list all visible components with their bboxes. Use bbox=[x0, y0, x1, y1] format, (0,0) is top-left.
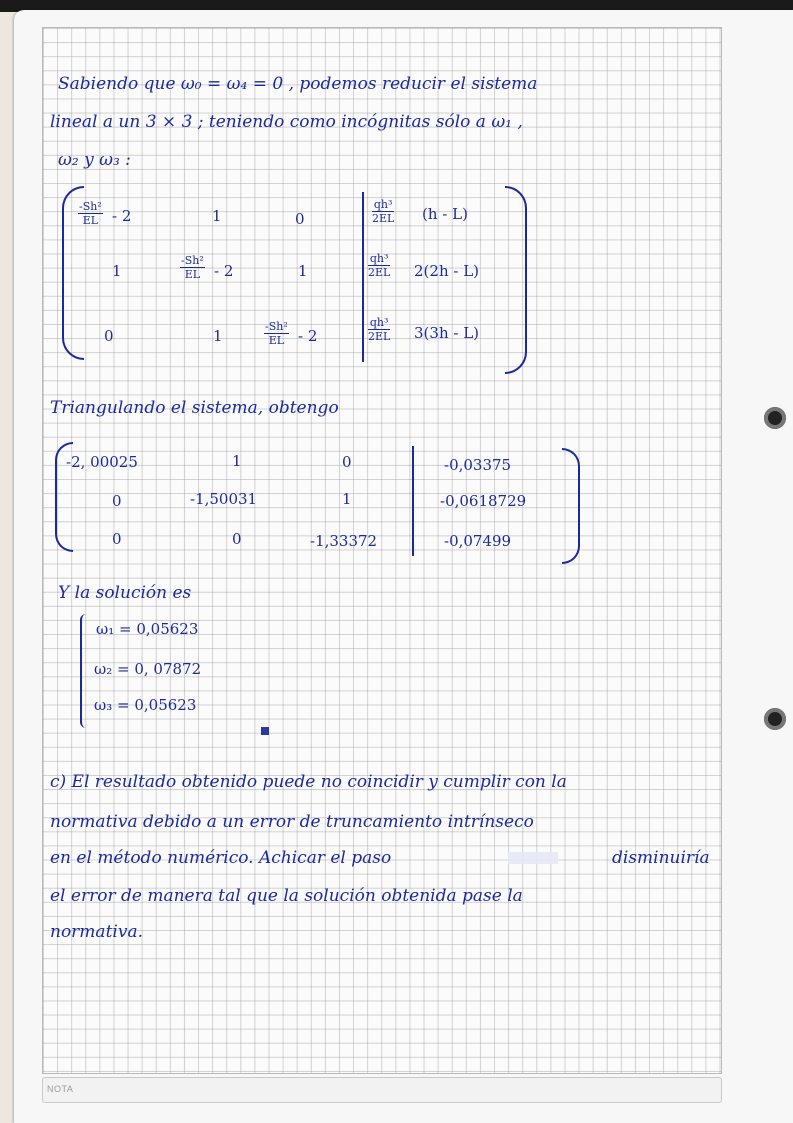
text-solution-intro: Y la solución es bbox=[58, 583, 192, 603]
matrix1-r2c2-frac: $\frac{\text{-Sh²}}{EL}$ bbox=[181, 254, 204, 281]
binder-hole-bottom bbox=[764, 708, 786, 730]
text-c-line-3: en el método numérico. Achicar el paso bbox=[50, 848, 392, 868]
text-line-2: lineal a un 3 × 3 ; teniendo como incógnitas sólo a ω₁ , bbox=[50, 112, 523, 132]
matrix1-r3c1: 0 bbox=[104, 327, 114, 345]
solution-w3: ω₃ = 0,05623 bbox=[94, 696, 197, 714]
matrix1-r2c1: 1 bbox=[112, 262, 122, 280]
matrix2-r2c3: 1 bbox=[342, 490, 352, 508]
solution-w1: ω₁ = 0,05623 bbox=[96, 620, 199, 638]
matrix2-r1c3: 0 bbox=[342, 453, 352, 471]
text-c-line-1: c) El resultado obtenido puede no coincidir y cumplir con la bbox=[50, 772, 567, 792]
text-triangulando: Triangulando el sistema, obtengo bbox=[50, 398, 339, 418]
matrix1-r2-rhs-frac: $\frac{\text{qh³}}{2EL}$ bbox=[368, 252, 391, 279]
solution-brace bbox=[80, 614, 88, 728]
matrix2-r3c2: 0 bbox=[232, 530, 242, 548]
nota-label: NOTA bbox=[47, 1084, 74, 1094]
matrix2-r2c1: 0 bbox=[112, 492, 122, 510]
matrix1-r1c3: 0 bbox=[295, 210, 305, 228]
matrix2-augment-bar bbox=[412, 446, 414, 556]
matrix2-r1c1: -2, 00025 bbox=[66, 453, 138, 471]
matrix1-r1-rhs: (h - L) bbox=[422, 205, 468, 223]
matrix1-r3c3-minus2: - 2 bbox=[298, 327, 318, 345]
text-c-line-5: normativa. bbox=[50, 922, 143, 942]
matrix2-right-paren bbox=[562, 448, 580, 564]
matrix1-r2c2-minus2: - 2 bbox=[214, 262, 234, 280]
nota-box bbox=[42, 1077, 722, 1103]
text-line-3: ω₂ y ω₃ : bbox=[58, 150, 131, 170]
grid-area bbox=[42, 27, 722, 1074]
ink-dot bbox=[261, 727, 269, 735]
matrix1-right-paren bbox=[505, 186, 527, 374]
matrix1-r3-rhs-frac: $\frac{\text{qh³}}{2EL}$ bbox=[368, 316, 391, 343]
solution-w2: ω₂ = 0, 07872 bbox=[94, 660, 202, 678]
matrix2-r1c2: 1 bbox=[232, 452, 242, 470]
matrix1-r3c3-frac: $\frac{\text{-Sh²}}{EL}$ bbox=[265, 320, 288, 347]
matrix2-r2c4: -0,0618729 bbox=[440, 492, 527, 510]
matrix1-r1c1-minus2: - 2 bbox=[112, 207, 132, 225]
matrix1-augment-bar bbox=[362, 192, 364, 362]
text-c-line-4: el error de manera tal que la solución obtenida pase la bbox=[50, 886, 523, 906]
matrix2-r1c4: -0,03375 bbox=[444, 456, 512, 474]
matrix1-r2c3: 1 bbox=[298, 262, 308, 280]
binder-hole-top bbox=[764, 407, 786, 429]
matrix2-r3c4: -0,07499 bbox=[444, 532, 512, 550]
matrix1-r3c2: 1 bbox=[213, 327, 223, 345]
erased-word bbox=[508, 852, 558, 864]
text-c-line-3b: disminuiría bbox=[612, 848, 710, 868]
text-line-1: Sabiendo que ω₀ = ω₄ = 0 , podemos reducir el sistema bbox=[58, 74, 538, 94]
matrix2-r2c2: -1,50031 bbox=[190, 490, 258, 508]
matrix2-r3c3: -1,33372 bbox=[310, 532, 378, 550]
matrix1-r1c2: 1 bbox=[212, 207, 222, 225]
matrix1-r2-rhs: 2(2h - L) bbox=[414, 262, 480, 280]
matrix1-r3-rhs: 3(3h - L) bbox=[414, 324, 480, 342]
matrix2-r3c1: 0 bbox=[112, 530, 122, 548]
text-c-line-2: normativa debido a un error de truncamiento intrínseco bbox=[50, 812, 534, 832]
matrix1-r1-rhs-frac: $\frac{\text{qh³}}{2EL}$ bbox=[372, 198, 395, 225]
matrix1-r1c1-frac: $\frac{\text{-Sh²}}{EL}$ bbox=[79, 200, 102, 227]
